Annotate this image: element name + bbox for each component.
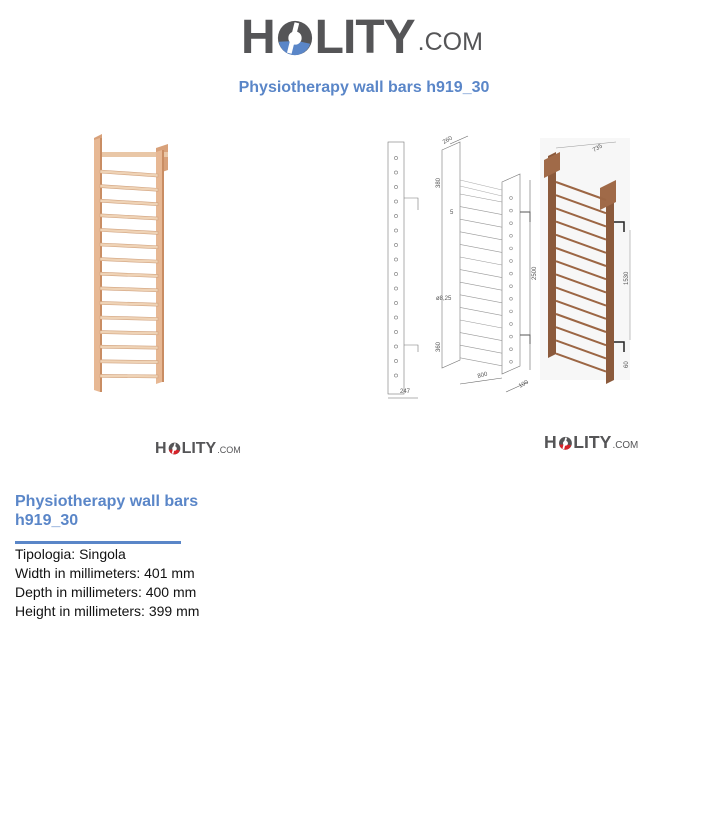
dim-small: 5 [450,210,454,216]
wall-bar-rung [100,272,158,277]
side-hole [394,171,397,174]
wall-bar-rung [100,185,158,192]
wall-bar-rung [100,258,158,264]
holity-o-icon [168,442,181,455]
wire-hole [510,247,513,250]
side-hole [394,345,397,348]
wall-bars-photo [80,130,180,395]
wire-rung [460,194,502,202]
wall-bar-rung [100,360,158,364]
dim-diameter: ø8,25 [436,296,452,302]
wire-rung [460,345,502,353]
spec-value: Singola [79,546,126,562]
wire-rung [460,257,502,265]
wall-bar-rung [100,243,158,249]
wire-rung [460,219,502,227]
side-hole [394,359,397,362]
logo-prefix: H [544,433,557,453]
product-photo-wall-bars[interactable] [80,130,180,395]
spec-separator: : [71,546,80,562]
side-hole [394,272,397,275]
dim-3d-width: 735 [592,143,604,154]
product-heading: Physiotherapy wall bars h919_30 [15,493,199,529]
spec-value: 401 mm [144,565,195,581]
heading-divider [15,541,181,544]
logo-prefix: H [155,440,167,457]
dim-side-base: 247 [400,389,411,395]
dim-lower-offset: 360 [436,341,442,352]
holity-logo-small-2 [544,435,638,453]
spec-line-type [15,546,126,562]
dim-depth: 100 [518,379,530,390]
wire-hole [510,197,513,200]
wire-rung [460,307,502,315]
side-hole [394,185,397,188]
spec-separator: : [136,565,145,581]
wire-hole [510,297,513,300]
wire-hole [510,234,513,237]
logo-domain: .COM [217,445,241,455]
dim-top-width: 260 [442,135,454,146]
technical-drawing[interactable] [380,130,640,400]
holity-o-icon [558,436,572,450]
wall-bar-rung [100,345,158,349]
wire-rung [460,232,502,240]
wire-rung [460,358,502,366]
wire-rung [460,244,502,252]
wire-hole [510,360,513,363]
holity-logo[interactable] [241,11,483,64]
logo-domain: .COM [612,439,639,451]
wall-bar-rung [100,214,158,220]
wire-hole [510,335,513,338]
wall-bar-rung [100,170,158,177]
wire-rung [460,295,502,303]
wire-rung [460,207,502,215]
side-hole [394,200,397,203]
wire-rung [460,282,502,290]
wire-hole [510,348,513,351]
logo-suffix: LITY [573,433,612,453]
side-hole [394,258,397,261]
spec-label: Width in millimeters [15,565,137,581]
wire-hole [510,222,513,225]
spec-label: Tipologia [15,546,72,562]
side-hole [394,316,397,319]
spec-line-height [15,603,199,619]
dim-total-height: 2500 [532,266,538,280]
spec-label: Depth in millimeters [15,584,138,600]
spec-value: 399 mm [148,603,200,619]
wall-bar-rung [100,331,158,335]
logo-suffix: LITY [181,440,217,457]
wire-hole [510,209,513,212]
side-hole [394,301,397,304]
spec-line-width [15,565,195,581]
dim-3d-span: 1530 [624,271,630,285]
wall-bar-rung [100,301,158,306]
wire-rung [460,320,502,328]
holity-logo-small-1 [155,441,241,457]
dim-width: 800 [476,371,489,380]
wire-rung [460,270,502,278]
side-hole [394,374,397,377]
technical-drawing-svg [380,130,640,400]
holity-o-icon [276,19,314,57]
dim-top-offset: 380 [436,177,442,188]
wire-hole [510,260,513,263]
dim-3d-base: 60 [624,361,630,368]
spec-value: 400 mm [145,584,197,600]
wire-rung [460,333,502,341]
wire-hole [510,310,513,313]
side-hole [394,156,397,159]
wall-bar-rung [100,374,158,378]
spec-label: Height in millimeters [15,603,142,619]
side-hole [394,229,397,232]
spec-line-depth [15,584,196,600]
side-hole [394,214,397,217]
side-hole [394,243,397,246]
wire-hole [510,272,513,275]
wire-hole [510,323,513,326]
page-title: Physiotherapy wall bars h919_30 [238,79,490,96]
logo-suffix: LITY [314,11,415,64]
wall-bar-rung [100,228,158,234]
side-hole [394,330,397,333]
wall-bar-rung [100,287,158,292]
wall-bar-rung [100,316,158,321]
side-hole [394,287,397,290]
logo-domain: .COM [417,28,483,56]
wall-bar-rung [100,199,158,206]
spec-separator: : [141,603,149,619]
logo-prefix: H [241,11,275,64]
spec-separator: : [137,584,146,600]
wire-hole [510,285,513,288]
